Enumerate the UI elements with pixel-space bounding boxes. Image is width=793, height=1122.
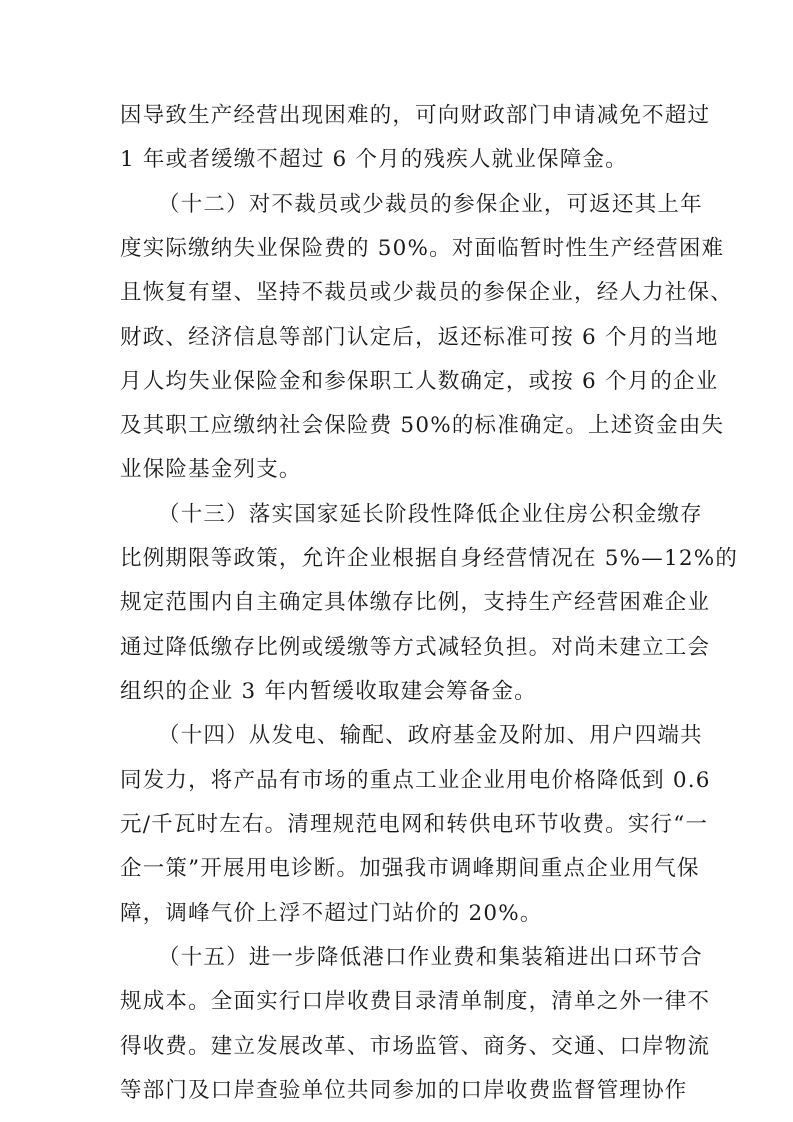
body-text-line: 障，调峰气价上浮不超过门站价的 20%。: [120, 901, 543, 926]
paragraph-15-start: （十五）进一步降低港口作业费和集装箱进出口环节合: [158, 945, 703, 970]
paragraph-12-start: （十二）对不裁员或少裁员的参保企业，可返还其上年: [158, 192, 703, 217]
body-text-line: 企一策”开展用电诊断。加强我市调峰期间重点企业用气保: [120, 856, 700, 881]
paragraph-14-start: （十四）从发电、输配、政府基金及附加、用户四端共: [158, 723, 703, 748]
body-text-line: 业保险基金列支。: [120, 457, 302, 482]
body-text-line: 度实际缴纳失业保险费的 50%。对面临暂时性生产经营困难: [120, 236, 725, 261]
body-text-line: 元/千瓦时左右。清理规范电网和转供电环节收费。实行“一: [120, 812, 709, 837]
body-text-line: 规定范围内自主确定具体缴存比例，支持生产经营困难企业: [120, 590, 711, 615]
body-text-line: 财政、经济信息等部门认定后，返还标准可按 6 个月的当地: [120, 325, 719, 350]
body-text-line: 1 年或者缓缴不超过 6 个月的残疾人就业保障金。: [120, 147, 628, 172]
body-text-line: 及其职工应缴纳社会保险费 50%的标准确定。上述资金由失: [120, 413, 725, 438]
body-text-line: 且恢复有望、坚持不裁员或少裁员的参保企业，经人力社保、: [120, 280, 733, 305]
body-text-line: 同发力，将产品有市场的重点工业企业用电价格降低到 0.6: [120, 768, 711, 793]
body-text-line: 规成本。全面实行口岸收费目录清单制度，清单之外一律不: [120, 989, 711, 1014]
body-text-line: 因导致生产经营出现困难的，可向财政部门申请减免不超过: [120, 103, 711, 128]
body-text-line: 组织的企业 3 年内暂缓收取建会筹备金。: [120, 679, 537, 704]
body-text-line: 月人均失业保险金和参保职工人数确定，或按 6 个月的企业: [120, 369, 719, 394]
paragraph-13-start: （十三）落实国家延长阶段性降低企业住房公积金缴存: [158, 502, 703, 527]
body-text-line: 等部门及口岸查验单位共同参加的口岸收费监督管理协作: [120, 1078, 688, 1103]
body-text-line: 比例期限等政策，允许企业根据自身经营情况在 5%—12%的: [120, 546, 739, 571]
body-text-line: 得收费。建立发展改革、市场监管、商务、交通、口岸物流: [120, 1034, 711, 1059]
body-text-line: 通过降低缴存比例或缓缴等方式减轻负担。对尚未建立工会: [120, 635, 711, 660]
